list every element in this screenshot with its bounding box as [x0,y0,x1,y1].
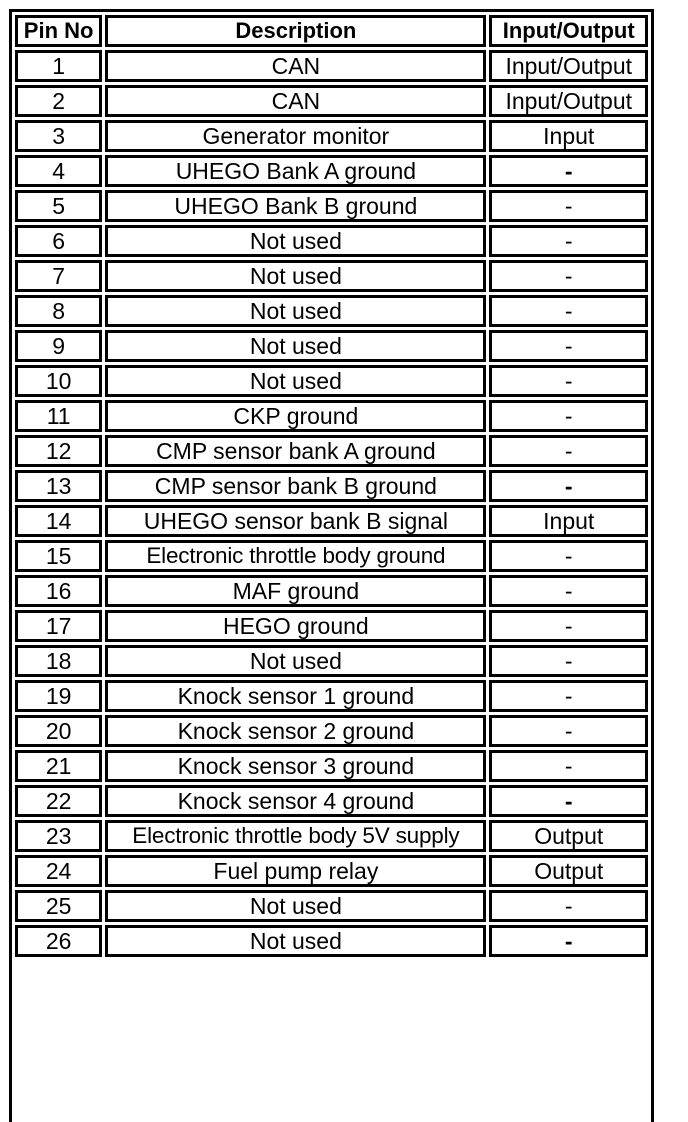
input-output-cell: - [489,470,648,502]
table-row [15,715,648,747]
table-row [15,50,648,82]
input-output-cell: Input [489,120,648,152]
table-row [15,680,648,712]
table-row [15,190,648,222]
input-output-cell: - [489,295,648,327]
description-cell: Not used [105,890,486,922]
input-output-cell: - [489,750,648,782]
description-cell: Generator monitor [105,120,486,152]
pin-number-cell: 1 [15,50,102,82]
pin-number-cell: 11 [15,400,102,432]
table-row [15,295,648,327]
input-output-cell: - [489,890,648,922]
table-row [15,750,648,782]
description-cell: Electronic throttle body ground [105,540,486,572]
table-row [15,610,648,642]
description-cell: CMP sensor bank B ground [105,470,486,502]
description-cell: Knock sensor 1 ground [105,680,486,712]
pin-table [12,12,651,960]
pin-number-cell: 21 [15,750,102,782]
input-output-cell: - [489,190,648,222]
input-output-cell: Output [489,855,648,887]
table-row [15,400,648,432]
description-cell: UHEGO Bank A ground [105,155,486,187]
input-output-cell: Input/Output [489,85,648,117]
table-row [15,260,648,292]
pin-number-cell: 13 [15,470,102,502]
table-row [15,890,648,922]
pin-number-cell: 2 [15,85,102,117]
table-row [15,470,648,502]
pin-table-container [9,9,654,1122]
table-row [15,505,648,537]
table-row [15,785,648,817]
description-cell: Not used [105,330,486,362]
pin-number-cell: 19 [15,680,102,712]
pin-number-cell: 20 [15,715,102,747]
description-cell: Not used [105,925,486,957]
header-pin-no: Pin No [15,15,102,47]
pin-number-cell: 9 [15,330,102,362]
input-output-cell: Input/Output [489,50,648,82]
pin-number-cell: 3 [15,120,102,152]
pin-number-cell: 14 [15,505,102,537]
description-cell: Knock sensor 4 ground [105,785,486,817]
description-cell: Electronic throttle body 5V supply [105,820,486,852]
input-output-cell: - [489,155,648,187]
pin-number-cell: 22 [15,785,102,817]
table-row [15,85,648,117]
description-cell: CMP sensor bank A ground [105,435,486,467]
header-description: Description [105,15,486,47]
input-output-cell: - [489,225,648,257]
table-row [15,435,648,467]
input-output-cell: Output [489,820,648,852]
table-row [15,120,648,152]
input-output-cell: - [489,365,648,397]
description-cell: Not used [105,225,486,257]
pin-number-cell: 23 [15,820,102,852]
input-output-cell: - [489,785,648,817]
description-cell: CAN [105,50,486,82]
pin-number-cell: 7 [15,260,102,292]
input-output-cell: - [489,540,648,572]
input-output-cell: - [489,610,648,642]
table-row [15,820,648,852]
input-output-cell: - [489,645,648,677]
input-output-cell: Input [489,505,648,537]
pin-number-cell: 10 [15,365,102,397]
description-cell: UHEGO sensor bank B signal [105,505,486,537]
pin-number-cell: 25 [15,890,102,922]
pin-number-cell: 26 [15,925,102,957]
pin-number-cell: 24 [15,855,102,887]
table-row [15,225,648,257]
pin-number-cell: 16 [15,575,102,607]
table-body [15,50,648,957]
table-row [15,540,648,572]
table-header-row [15,15,648,47]
table-row [15,925,648,957]
pin-number-cell: 18 [15,645,102,677]
header-input-output: Input/Output [489,15,648,47]
pin-number-cell: 8 [15,295,102,327]
input-output-cell: - [489,330,648,362]
input-output-cell: - [489,715,648,747]
input-output-cell: - [489,925,648,957]
table-row [15,365,648,397]
table-row [15,155,648,187]
description-cell: Not used [105,260,486,292]
description-cell: HEGO ground [105,610,486,642]
pin-number-cell: 5 [15,190,102,222]
description-cell: Not used [105,365,486,397]
input-output-cell: - [489,575,648,607]
pin-number-cell: 6 [15,225,102,257]
description-cell: CKP ground [105,400,486,432]
pin-number-cell: 4 [15,155,102,187]
pin-number-cell: 15 [15,540,102,572]
table-row [15,575,648,607]
input-output-cell: - [489,260,648,292]
input-output-cell: - [489,680,648,712]
description-cell: CAN [105,85,486,117]
table-row [15,330,648,362]
description-cell: Knock sensor 2 ground [105,715,486,747]
input-output-cell: - [489,435,648,467]
description-cell: UHEGO Bank B ground [105,190,486,222]
pin-number-cell: 17 [15,610,102,642]
table-row [15,645,648,677]
pin-number-cell: 12 [15,435,102,467]
input-output-cell: - [489,400,648,432]
description-cell: Not used [105,645,486,677]
description-cell: MAF ground [105,575,486,607]
table-row [15,855,648,887]
description-cell: Knock sensor 3 ground [105,750,486,782]
description-cell: Fuel pump relay [105,855,486,887]
description-cell: Not used [105,295,486,327]
